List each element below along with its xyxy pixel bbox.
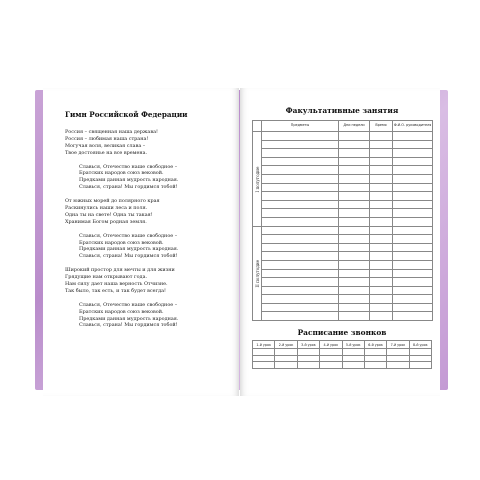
electives-cell[interactable]: [370, 260, 393, 269]
electives-cell[interactable]: [262, 183, 339, 192]
electives-cell[interactable]: [370, 209, 393, 218]
anthem-stanza: [65, 164, 230, 192]
electives-cell[interactable]: [262, 226, 339, 235]
electives-row: [253, 140, 433, 149]
electives-cell[interactable]: [393, 132, 433, 141]
electives-cell[interactable]: [393, 252, 433, 261]
electives-cell[interactable]: [393, 286, 433, 295]
electives-cell[interactable]: [262, 166, 339, 175]
lesson-header: 2-й урок: [275, 341, 297, 349]
electives-title: Факультативные занятия: [285, 106, 399, 115]
electives-cell[interactable]: [370, 303, 393, 312]
electives-cell[interactable]: [393, 174, 433, 183]
electives-cell[interactable]: [393, 303, 433, 312]
electives-row: [253, 200, 433, 209]
electives-cell[interactable]: [339, 149, 370, 158]
bells-header-row: [253, 341, 432, 349]
electives-cell[interactable]: [262, 235, 339, 244]
electives-cell[interactable]: [339, 217, 370, 226]
electives-row: [253, 192, 433, 201]
electives-cell[interactable]: [339, 235, 370, 244]
bells-cell[interactable]: [387, 355, 409, 362]
electives-cell[interactable]: [339, 303, 370, 312]
lesson-header: 1-й урок: [253, 341, 275, 349]
electives-row: [253, 252, 433, 261]
bells-cell[interactable]: [409, 349, 431, 356]
bells-cell[interactable]: [387, 349, 409, 356]
electives-cell[interactable]: [339, 260, 370, 269]
electives-header-row: [253, 121, 433, 132]
electives-row: [253, 166, 433, 175]
bells-table: [252, 340, 432, 369]
bells-cell[interactable]: [387, 362, 409, 369]
electives-cell[interactable]: [339, 174, 370, 183]
bells-row: [253, 349, 432, 356]
electives-cell[interactable]: [370, 157, 393, 166]
electives-row: [253, 269, 433, 278]
electives-row: [253, 157, 433, 166]
bells-cell[interactable]: [320, 362, 342, 369]
anthem-section: [65, 110, 230, 336]
electives-cell[interactable]: [262, 278, 339, 287]
bells-cell[interactable]: [364, 362, 386, 369]
bells-cell[interactable]: [275, 349, 297, 356]
anthem-line: От южных морей до полярного края: [65, 198, 160, 205]
electives-cell[interactable]: [262, 269, 339, 278]
electives-cell[interactable]: [262, 174, 339, 183]
anthem-line: Предками данная мудрость народная.: [79, 177, 179, 184]
bells-cell[interactable]: [342, 355, 364, 362]
lesson-header: 4-й урок: [320, 341, 342, 349]
electives-cell[interactable]: [393, 260, 433, 269]
electives-cell[interactable]: [339, 209, 370, 218]
anthem-line: Предками данная мудрость народная.: [79, 246, 179, 253]
bells-cell[interactable]: [342, 349, 364, 356]
bells-cell[interactable]: [342, 362, 364, 369]
anthem-line: Одна ты на свете! Одна ты такая!: [65, 211, 153, 218]
electives-row: [253, 278, 433, 287]
electives-cell[interactable]: [339, 278, 370, 287]
electives-cell[interactable]: [370, 200, 393, 209]
bells-cell[interactable]: [409, 362, 431, 369]
electives-cell[interactable]: [339, 200, 370, 209]
anthem-stanza: [65, 129, 230, 157]
electives-cell[interactable]: [339, 157, 370, 166]
electives-cell[interactable]: [262, 149, 339, 158]
anthem-stanza: [65, 198, 230, 226]
anthem-line: Могучая воля, великая слава –: [65, 142, 146, 149]
electives-cell[interactable]: [370, 243, 393, 252]
electives-cell[interactable]: [339, 252, 370, 261]
anthem-line: Нам силу дает наша верность Отчизне.: [65, 281, 168, 288]
anthem-line: Славься, страна! Мы гордимся тобой!: [79, 253, 178, 260]
col-subjects: Предметы: [262, 121, 339, 132]
bells-cell[interactable]: [320, 355, 342, 362]
anthem-stanza: [65, 267, 230, 295]
anthem-line: Славься, страна! Мы гордимся тобой!: [79, 184, 178, 191]
anthem-line: Хранимая Богом родная земля.: [65, 218, 147, 225]
electives-cell[interactable]: [262, 132, 339, 141]
lesson-header: 6-й урок: [364, 341, 386, 349]
electives-row: [253, 243, 433, 252]
anthem-line: Братских народов союз вековой.: [79, 239, 164, 246]
anthem-stanza: [65, 233, 230, 261]
semester-label: II полугодие: [253, 226, 262, 321]
electives-cell[interactable]: [370, 278, 393, 287]
corner-cell: [253, 121, 262, 132]
bells-cell[interactable]: [297, 355, 319, 362]
electives-cell[interactable]: [370, 174, 393, 183]
electives-cell[interactable]: [370, 252, 393, 261]
electives-cell[interactable]: [339, 132, 370, 141]
anthem-line: Россия – любимая наша страна!: [65, 135, 149, 142]
electives-cell[interactable]: [262, 286, 339, 295]
electives-cell[interactable]: [339, 192, 370, 201]
lesson-header: 3-й урок: [297, 341, 319, 349]
anthem-stanzas: [65, 129, 230, 329]
electives-cell[interactable]: [393, 226, 433, 235]
electives-cell[interactable]: [393, 157, 433, 166]
electives-cell[interactable]: [393, 192, 433, 201]
left-page: [43, 88, 239, 396]
electives-row: [253, 132, 433, 141]
lesson-header: 8-й урок: [409, 341, 431, 349]
electives-cell[interactable]: [393, 166, 433, 175]
anthem-line: Славься, Отечество наше свободное –: [79, 301, 178, 308]
anthem-line: Братских народов союз вековой.: [79, 170, 164, 177]
bells-cell[interactable]: [297, 362, 319, 369]
col-weekdays: Дни недели: [339, 121, 370, 132]
electives-cell[interactable]: [393, 269, 433, 278]
bells-cell[interactable]: [364, 355, 386, 362]
electives-cell[interactable]: [370, 192, 393, 201]
electives-row: [253, 312, 433, 321]
anthem-line: Твое достоянье на все времена.: [65, 149, 148, 156]
electives-cell[interactable]: [339, 166, 370, 175]
anthem-line: Раскинулись наши леса и поля.: [65, 205, 148, 212]
col-time: Время: [370, 121, 393, 132]
bells-cell[interactable]: [253, 355, 275, 362]
electives-cell[interactable]: [370, 132, 393, 141]
electives-cell[interactable]: [370, 166, 393, 175]
anthem-line: Широкий простор для мечты и для жизни: [65, 267, 175, 274]
electives-cell[interactable]: [262, 140, 339, 149]
electives-cell[interactable]: [393, 217, 433, 226]
electives-row: [253, 235, 433, 244]
electives-cell[interactable]: [393, 149, 433, 158]
bells-cell[interactable]: [275, 362, 297, 369]
electives-cell[interactable]: [370, 226, 393, 235]
electives-row: [253, 226, 433, 235]
electives-cell[interactable]: [370, 235, 393, 244]
electives-cell[interactable]: [393, 278, 433, 287]
bells-cell[interactable]: [364, 349, 386, 356]
electives-cell[interactable]: [370, 269, 393, 278]
electives-cell[interactable]: [262, 200, 339, 209]
electives-cell[interactable]: [262, 312, 339, 321]
electives-row: [253, 149, 433, 158]
lesson-header: 5-й урок: [342, 341, 364, 349]
anthem-line: Славься, Отечество наше свободное –: [79, 163, 178, 170]
bells-row: [253, 355, 432, 362]
electives-cell[interactable]: [339, 286, 370, 295]
electives-cell[interactable]: [370, 183, 393, 192]
electives-cell[interactable]: [393, 295, 433, 304]
electives-cell[interactable]: [339, 183, 370, 192]
electives-row: [253, 209, 433, 218]
bells-cell[interactable]: [253, 349, 275, 356]
electives-row: [253, 295, 433, 304]
electives-row: [253, 286, 433, 295]
anthem-line: Славься, Отечество наше свободное –: [79, 232, 178, 239]
semester-label: I полугодие: [253, 132, 262, 227]
electives-cell[interactable]: [370, 312, 393, 321]
anthem-line: Россия – священная наша держава!: [65, 129, 158, 135]
electives-cell[interactable]: [393, 183, 433, 192]
electives-cell[interactable]: [262, 303, 339, 312]
schedule-section: [252, 106, 432, 369]
electives-cell[interactable]: [370, 286, 393, 295]
bells-cell[interactable]: [409, 355, 431, 362]
anthem-stanza: [65, 302, 230, 330]
bells-row: [253, 362, 432, 369]
electives-row: [253, 183, 433, 192]
electives-cell[interactable]: [262, 260, 339, 269]
electives-cell[interactable]: [393, 200, 433, 209]
electives-cell[interactable]: [262, 217, 339, 226]
anthem-line: Славься, страна! Мы гордимся тобой!: [79, 322, 178, 329]
electives-row: [253, 260, 433, 269]
electives-cell[interactable]: [262, 192, 339, 201]
electives-cell[interactable]: [339, 140, 370, 149]
electives-cell[interactable]: [262, 252, 339, 261]
bells-cell[interactable]: [253, 362, 275, 369]
electives-cell[interactable]: [262, 157, 339, 166]
anthem-line: Братских народов союз вековой.: [79, 308, 164, 315]
bells-cell[interactable]: [275, 355, 297, 362]
electives-cell[interactable]: [262, 243, 339, 252]
electives-cell[interactable]: [393, 235, 433, 244]
electives-cell[interactable]: [393, 209, 433, 218]
electives-row: [253, 174, 433, 183]
electives-row: [253, 303, 433, 312]
electives-cell[interactable]: [370, 217, 393, 226]
electives-cell[interactable]: [393, 243, 433, 252]
electives-cell[interactable]: [262, 209, 339, 218]
electives-cell[interactable]: [339, 226, 370, 235]
anthem-line: Грядущие нам открывают года.: [65, 274, 148, 281]
electives-table: [252, 120, 433, 321]
electives-row: [253, 217, 433, 226]
bells-cell[interactable]: [297, 349, 319, 356]
electives-cell[interactable]: [339, 269, 370, 278]
anthem-title: Гимн Российской Федерации: [65, 110, 188, 119]
bells-title: Расписание звонков: [297, 328, 387, 338]
electives-cell[interactable]: [370, 295, 393, 304]
electives-cell[interactable]: [262, 295, 339, 304]
electives-cell[interactable]: [393, 140, 433, 149]
electives-cell[interactable]: [370, 149, 393, 158]
electives-cell[interactable]: [339, 295, 370, 304]
electives-cell[interactable]: [339, 243, 370, 252]
bells-cell[interactable]: [320, 349, 342, 356]
electives-cell[interactable]: [393, 312, 433, 321]
anthem-line: Предками данная мудрость народная.: [79, 315, 179, 322]
lesson-header: 7-й урок: [387, 341, 409, 349]
right-page: [240, 88, 440, 396]
electives-cell[interactable]: [339, 312, 370, 321]
col-teacher: Ф.И.О. руководителя: [393, 121, 433, 132]
anthem-line: Так было, так есть, и так будет всегда!: [65, 287, 167, 294]
electives-cell[interactable]: [370, 140, 393, 149]
